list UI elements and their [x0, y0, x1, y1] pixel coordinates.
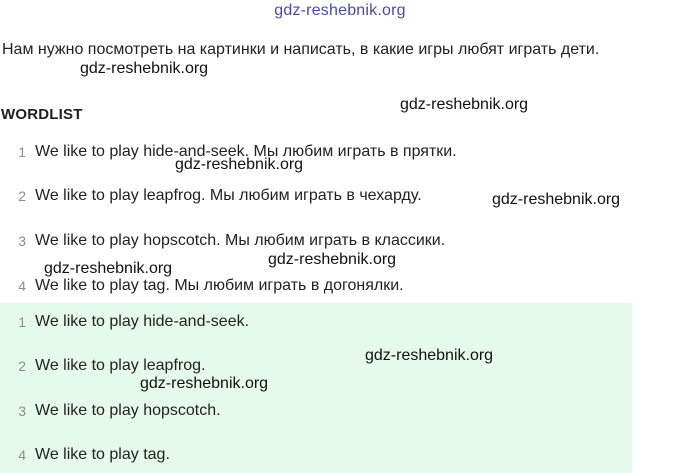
line-number: 4 [18, 278, 26, 294]
answer-item [0, 308, 249, 336]
list-item [0, 182, 422, 210]
intro-text: Нам нужно посмотреть на картинки и написать, в какие игры любят играть дети. [2, 41, 600, 58]
line-number: 3 [18, 233, 26, 249]
sentence-text: We like to play hopscotch. Мы любим играть в классики. [35, 232, 446, 249]
watermark: gdz-reshebnik.org [80, 60, 209, 77]
watermark: gdz-reshebnik.org [140, 375, 269, 392]
answer-item [0, 397, 221, 425]
watermark: gdz-reshebnik.org [400, 96, 529, 113]
line-number: 4 [18, 447, 26, 463]
watermark: gdz-reshebnik.org [175, 156, 304, 173]
line-number: 3 [18, 403, 26, 419]
section-title: WORDLIST [1, 106, 83, 123]
line-number: 1 [18, 314, 26, 330]
line-number: 1 [18, 144, 26, 160]
header-watermark: gdz-reshebnik.org [274, 2, 406, 19]
line-number: 2 [18, 188, 26, 204]
sentence-text: We like to play tag. Мы любим играть в догонялки. [35, 277, 404, 294]
watermark: gdz-reshebnik.org [268, 251, 397, 268]
sentence-text: We like to play leapfrog. Мы любим играть в чехарду. [35, 187, 422, 204]
answer-text: We like to play tag. [35, 446, 170, 463]
watermark: gdz-reshebnik.org [365, 347, 494, 364]
answer-text: We like to play hide-and-seek. [35, 313, 250, 330]
watermark: gdz-reshebnik.org [44, 260, 173, 277]
line-number: 2 [18, 358, 26, 374]
sentence-text: We like to play hide-and-seek. Мы любим играть в прятки. [35, 143, 457, 160]
watermark: gdz-reshebnik.org [492, 191, 621, 208]
answer-item [0, 441, 170, 469]
answer-text: We like to play leapfrog. [35, 357, 206, 374]
answer-text: We like to play hopscotch. [35, 402, 221, 419]
